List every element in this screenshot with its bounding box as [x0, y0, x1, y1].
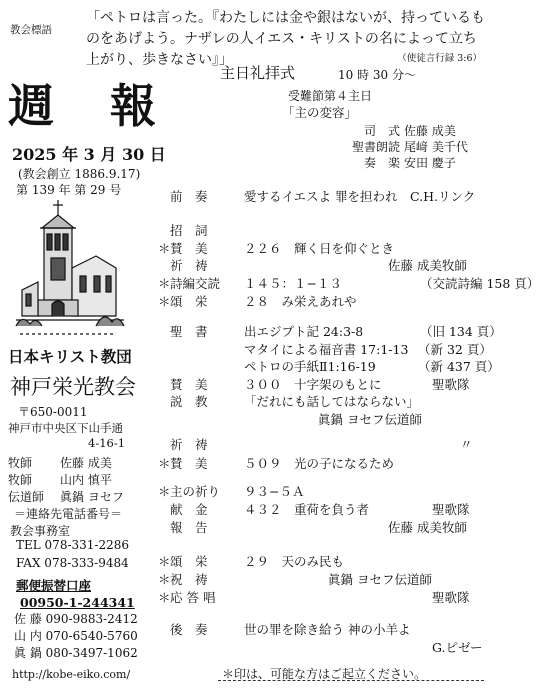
stand-mark: ＊	[158, 484, 171, 499]
staff-list	[8, 455, 124, 506]
order-content: マタイによる福音書 17:1-13	[244, 342, 409, 357]
order-right: G.ピゼー	[432, 640, 483, 655]
stand-mark: ＊	[158, 241, 171, 256]
bulletin-date: 2025 年 3 月 30 日	[12, 145, 166, 164]
order-right: 眞鍋 ヨセフ伝道師	[318, 412, 422, 427]
order-right: 聖歌隊	[432, 502, 470, 517]
order-right: （交読詩編 158 頁）	[420, 276, 539, 291]
motto-source: （使徒言行録 3:6）	[397, 53, 482, 64]
denomination: 日本キリスト教団	[8, 347, 132, 366]
order-content: ２９ 天のみ民も	[244, 554, 345, 569]
service-roles	[340, 123, 468, 171]
order-label: 応 答 唱	[170, 590, 216, 605]
order-content: ３００ 十字架のもとに	[244, 377, 382, 392]
order-right: （新 437 頁）	[418, 359, 500, 374]
order-label: 報 告	[170, 520, 208, 535]
office-tel: TEL 078-331-2286	[16, 538, 130, 552]
role-item: 奏 楽 安田 慶子	[363, 156, 456, 170]
church-motto: 「ペトロは言った。『わたしには金や銀はないが、持っているものをあげよう。ナザレの人イエス・キリストの名によって立ち上がり、歩きなさい』」	[86, 10, 485, 68]
stand-mark: ＊	[158, 572, 171, 587]
stand-mark: ＊	[158, 276, 171, 291]
service-theme: 「主の変容」	[282, 105, 358, 120]
order-label: 前 奏	[170, 189, 208, 204]
order-content: ４３２ 重荷を負う者	[244, 502, 370, 517]
office-fax: FAX 078-333-9484	[16, 556, 129, 570]
address-line2: 4-16-1	[88, 436, 126, 450]
order-label: 頌 栄	[170, 554, 208, 569]
order-label: 賛 美	[170, 377, 208, 392]
order-label: 説 教	[170, 394, 208, 409]
founded-date: (教会創立 1886.9.17)	[18, 167, 141, 181]
office-label: 教会事務室	[10, 524, 71, 538]
order-label: 主の祈り	[170, 484, 221, 499]
order-content: ２２６ 輝く日を仰ぐとき	[244, 241, 395, 256]
order-content: 愛するイエスよ 罪を担われ C.H.リンク	[244, 189, 476, 204]
staff-item: 牧師 山内 慎平	[8, 473, 112, 487]
footnote-divider	[218, 680, 484, 681]
role-item: 聖書朗読 尾﨑 美千代	[351, 140, 468, 154]
staff-item: 牧師 佐藤 成美	[8, 456, 112, 470]
order-label: 招 詞	[170, 223, 208, 238]
staff-phones	[14, 611, 138, 662]
issue-number: 第 139 年 第 29 号	[16, 183, 122, 197]
order-content: ２８ み栄えあれや	[244, 294, 357, 309]
order-label: 祈 祷	[170, 437, 208, 452]
order-right: 〃	[460, 437, 473, 452]
order-right: （旧 134 頁）	[420, 324, 502, 339]
staff-item: 伝道師 眞鍋 ヨセフ	[8, 490, 124, 504]
order-content: 世の罪を除き給う 神の小羊よ	[244, 622, 411, 637]
stand-mark: ＊	[158, 590, 171, 605]
service-title: 主日礼拝式	[220, 64, 296, 82]
order-label: 祝 祷	[170, 572, 208, 587]
order-content: ５０９ 光の子になるため	[244, 456, 395, 471]
address-line1: 神戸市中央区下山手通	[8, 421, 123, 435]
order-right: 佐藤 成美牧師	[388, 258, 467, 273]
church-name: 神戸栄光教会	[10, 375, 136, 399]
order-label: 詩編交読	[170, 276, 221, 291]
order-label: 頌 栄	[170, 294, 208, 309]
motto-label: 教会標語	[10, 24, 52, 36]
phone-item: 佐 藤 090-9883-2412	[14, 612, 138, 626]
role-item: 司 式 佐藤 成美	[363, 124, 456, 138]
order-right: （新 32 頁）	[418, 342, 492, 357]
order-label: 献 金	[170, 502, 208, 517]
order-right: 聖歌隊	[432, 377, 470, 392]
bulletin-title: 週 報	[8, 79, 177, 133]
phone-item: 山 内 070-6540-5760	[14, 629, 138, 643]
order-content: ペトロの手紙Ⅱ1:16-19	[244, 359, 376, 374]
stand-mark: ＊	[158, 456, 171, 471]
order-label: 聖 書	[170, 324, 208, 339]
phone-item: 眞 鍋 080-3497-1062	[14, 646, 138, 660]
church-illustration	[16, 198, 126, 344]
postal-transfer-account: 00950-1-244341	[20, 595, 135, 610]
order-right: 聖歌隊	[432, 590, 470, 605]
order-label: 祈 祷	[170, 258, 208, 273]
liturgical-sunday: 受難節第４主日	[288, 89, 373, 103]
website-url: http://kobe-eiko.com/	[12, 668, 131, 681]
postal-code: 〒650-0011	[18, 405, 88, 419]
order-content: 出エジプト記 24:3-8	[244, 324, 364, 339]
postal-transfer-heading: 郵便振替口座	[16, 578, 92, 593]
stand-mark: ＊	[158, 294, 171, 309]
footnote: ＊印は、可能な方はご起立ください。	[222, 667, 427, 681]
order-label: 後 奏	[170, 622, 208, 637]
stand-mark: ＊	[158, 554, 171, 569]
service-time: 10 時 30 分～	[338, 68, 416, 82]
order-right: 眞鍋 ヨセフ伝道師	[328, 572, 432, 587]
order-label: 賛 美	[170, 456, 208, 471]
order-content: １４５：１−１３	[244, 276, 342, 291]
order-content: ９３−５Ａ	[244, 484, 305, 499]
order-content: 「だれにも話してはならない」	[244, 394, 420, 409]
order-label: 賛 美	[170, 241, 208, 256]
order-right: 佐藤 成美牧師	[388, 520, 467, 535]
contact-heading: ＝連絡先電話番号＝	[14, 507, 123, 521]
